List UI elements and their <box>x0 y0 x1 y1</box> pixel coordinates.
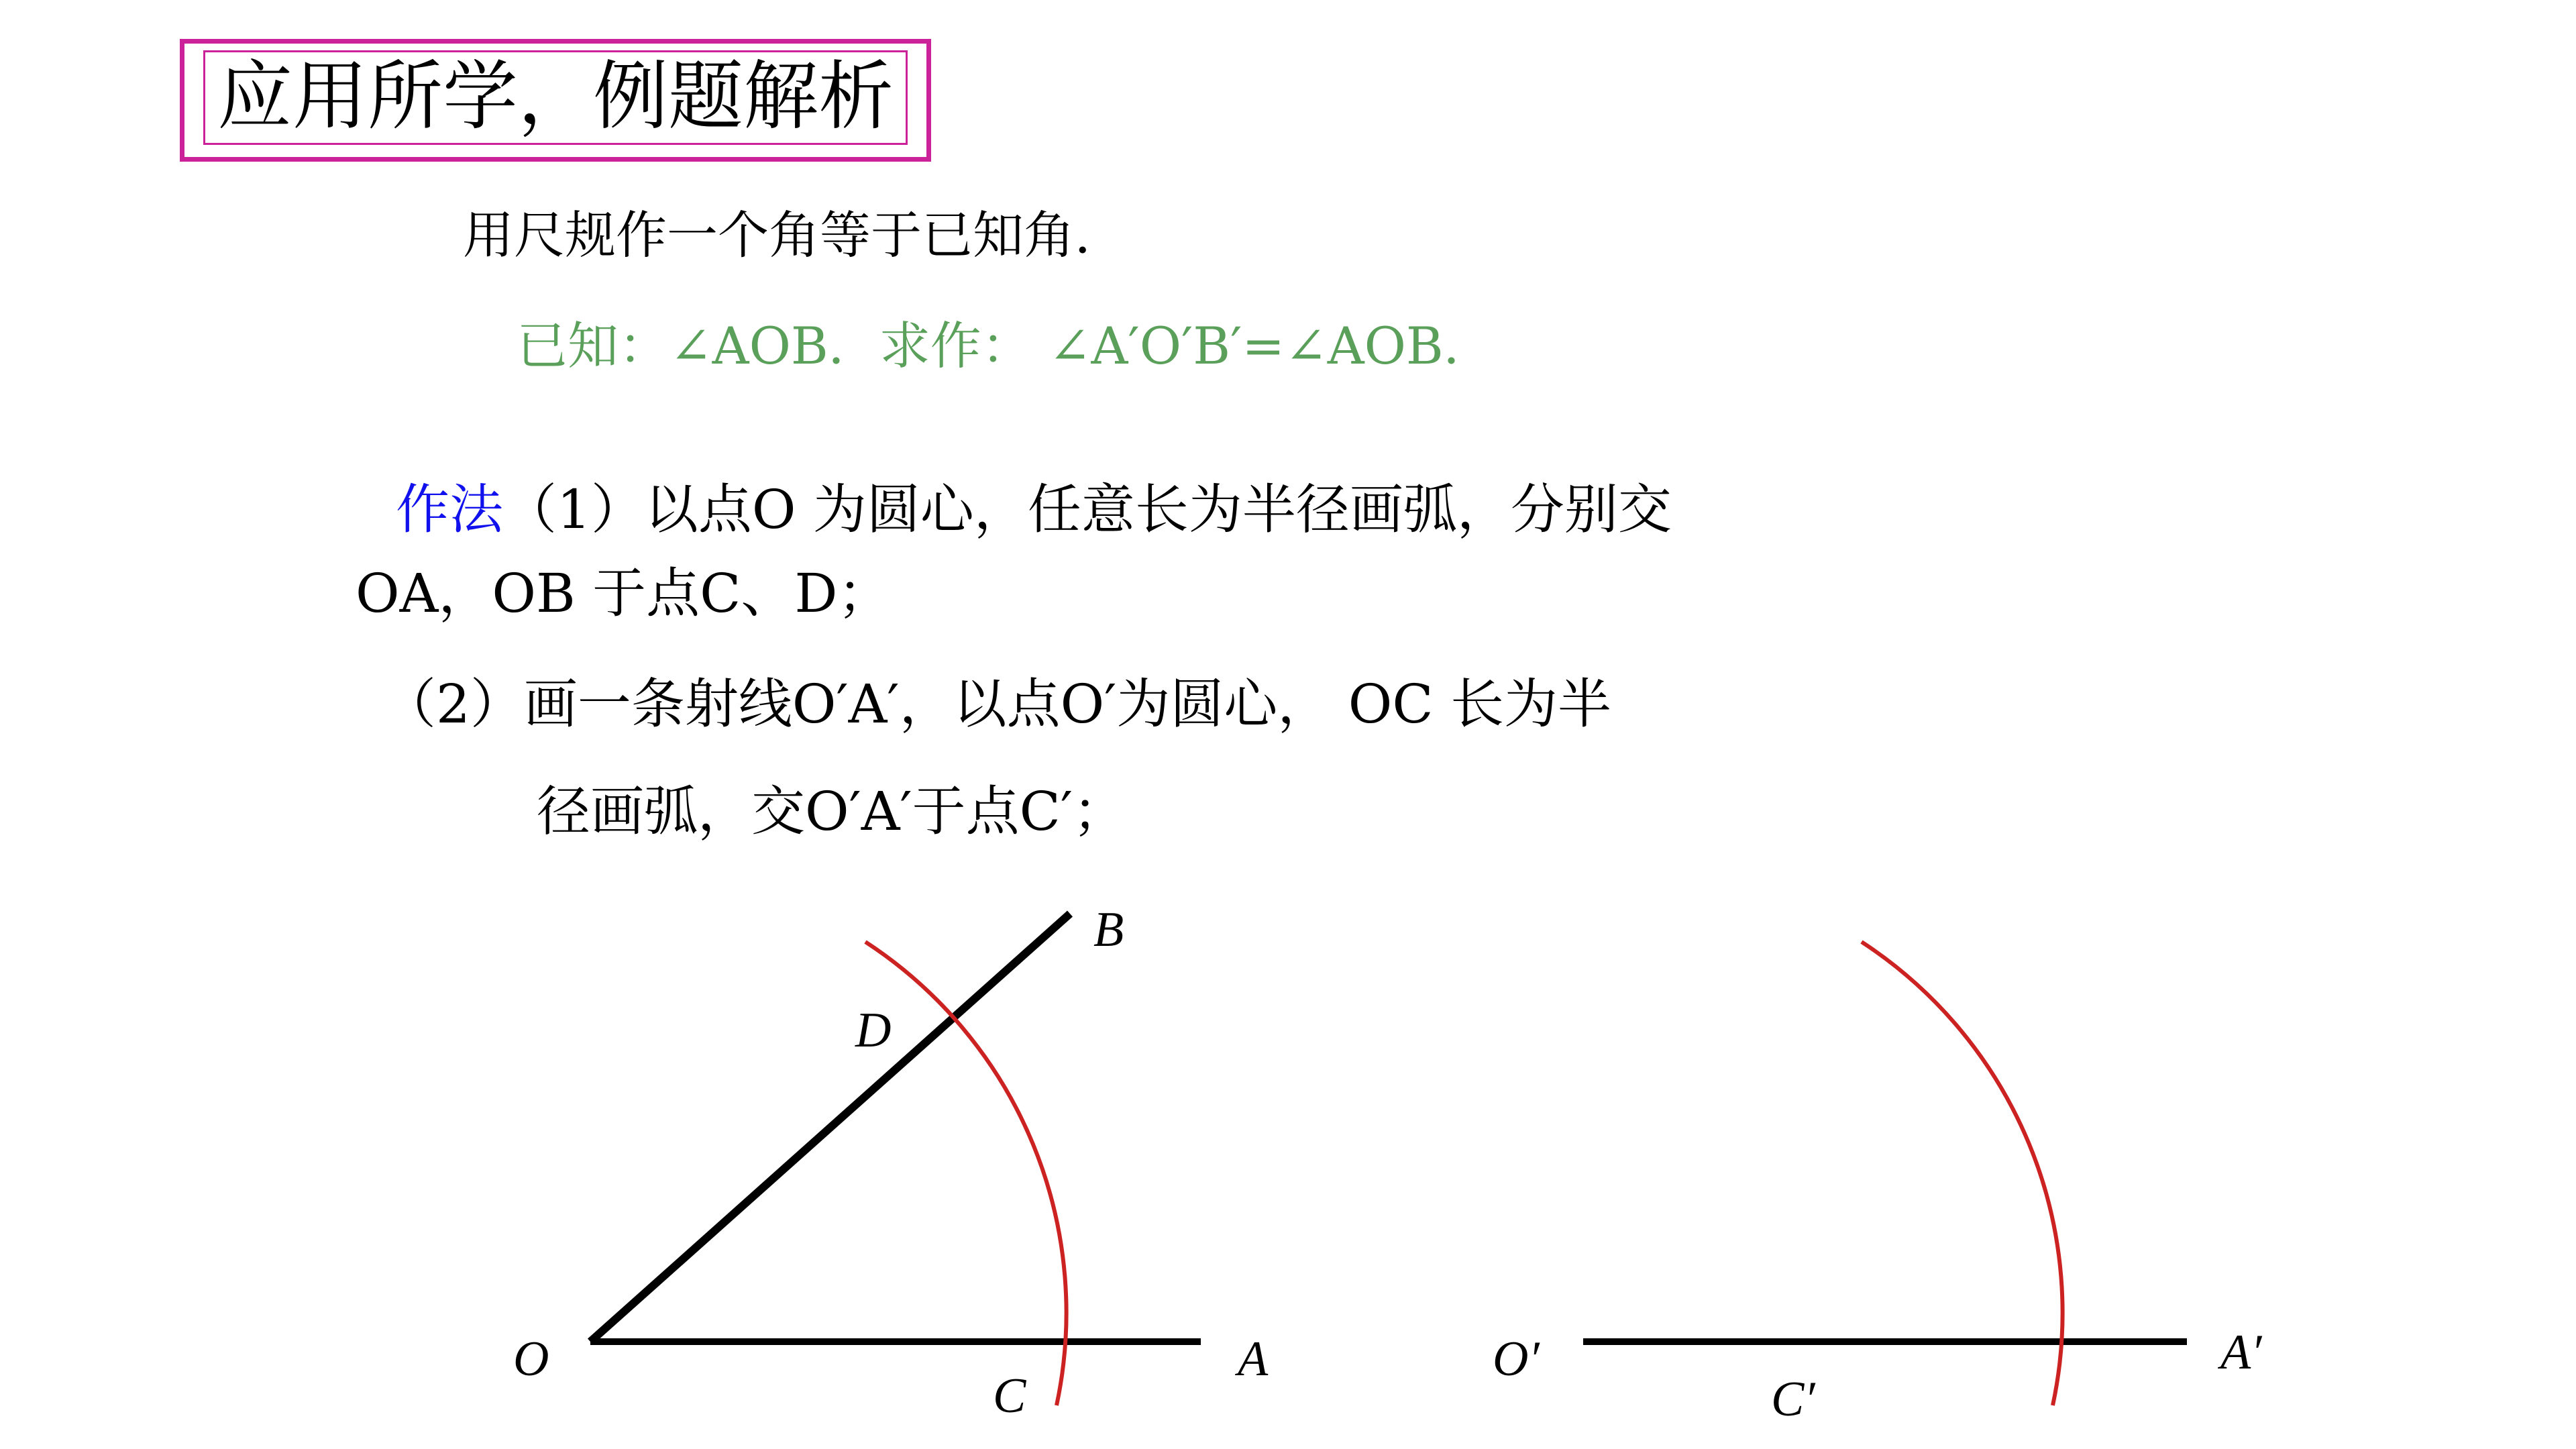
method-step-1-text: （1）以点O 为圆心，任意长为半径画弧，分别交 <box>503 478 1672 541</box>
label-b: B <box>1093 902 1124 957</box>
label-o: O <box>513 1332 549 1387</box>
label-a-prime: A′ <box>2220 1325 2262 1380</box>
constructed-angle-figure <box>1493 942 2263 1427</box>
label-c: C <box>993 1368 1026 1424</box>
figures-area <box>0 865 2576 1449</box>
label-d: D <box>855 1003 892 1058</box>
label-a: A <box>1238 1332 1269 1387</box>
method-label: 作法 <box>396 478 503 541</box>
ray-ob <box>590 914 1070 1342</box>
label-c-prime: C′ <box>1771 1372 1815 1427</box>
problem-statement: 用尺规作一个角等于已知角． <box>463 205 1126 265</box>
page-title: 应用所学，例题解析 <box>217 53 894 140</box>
method-step-1-line-1 <box>396 466 1672 543</box>
slide-title-box <box>180 39 931 162</box>
method-step-2-line-2: 径画弧，交O′A′于点C′； <box>537 780 1127 843</box>
label-o-prime: O′ <box>1493 1332 1540 1387</box>
given-statement: 已知：∠AOB．求作： ∠A′O′B′=∠AOB． <box>517 316 1495 376</box>
arc-c-prime <box>1862 942 2063 1405</box>
method-step-1-line-2: OA，OB 于点C、D； <box>356 562 892 625</box>
original-angle-figure <box>513 902 1269 1424</box>
slide-title-inner-border <box>203 50 908 145</box>
method-step-2-line-1: （2）画一条射线O′A′，以点O′为圆心， OC 长为半 <box>382 673 1611 735</box>
